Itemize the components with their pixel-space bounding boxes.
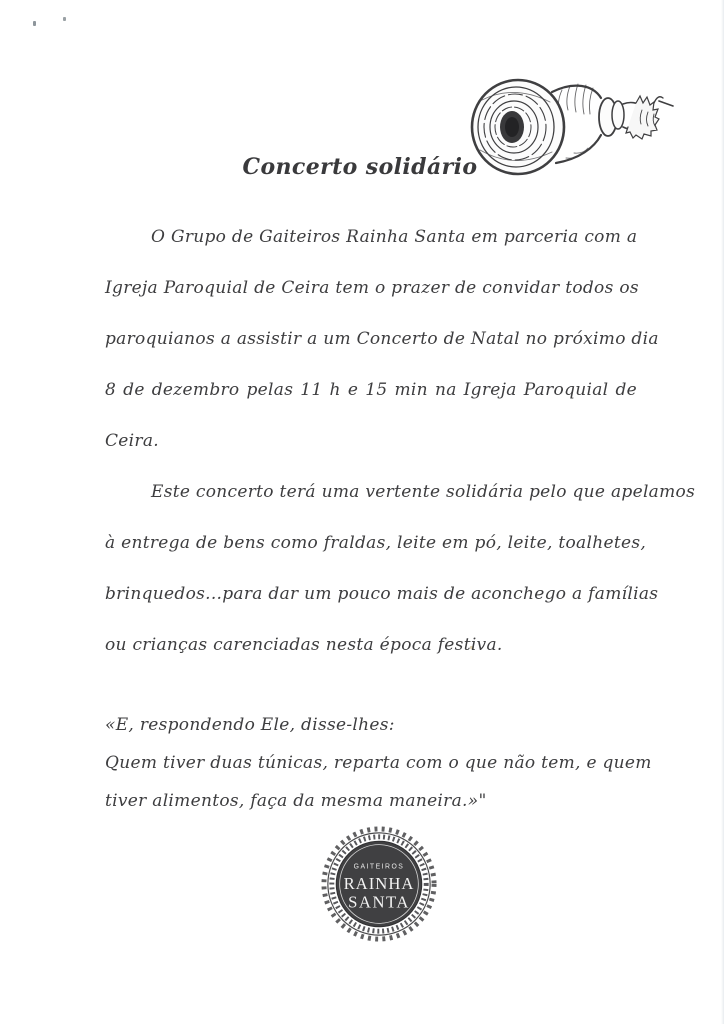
paragraph-line: Este concerto terá uma vertente solidária pelo que apelamos: [151, 482, 696, 502]
scan-speck: [33, 21, 36, 26]
scan-speck: [63, 17, 66, 21]
quote-line: tiver alimentos, faça da mesma maneira.»": [105, 791, 487, 811]
paragraph-line: à entrega de bens como fraldas, leite em pó, leite, toalhetes,: [105, 533, 647, 553]
paragraph-line: O Grupo de Gaiteiros Rainha Santa em parceria com a: [151, 227, 638, 247]
quote-line: «E, respondendo Ele, disse-lhes:: [105, 715, 395, 735]
letter-body: [105, 212, 696, 671]
paragraph-line: Ceira.: [105, 431, 159, 451]
paragraph-line: Igreja Paroquial de Ceira tem o prazer de convidar todos os: [105, 278, 639, 298]
seal-top-text: GAITEIROS: [353, 863, 405, 871]
paragraph-line: brinquedos...para dar um pouco mais de aconchego a famílias: [105, 584, 659, 604]
bible-quote: [105, 706, 653, 820]
rainha-santa-seal: [320, 824, 438, 944]
page-title: Concerto solidário: [242, 153, 478, 180]
paragraph-line: ou crianças carenciadas nesta época festiva.: [105, 635, 503, 655]
seal-name-line2: SANTA: [348, 892, 410, 912]
paragraph-line: paroquianos a assistir a um Concerto de Natal no próximo dia: [105, 329, 659, 349]
seal-name-line1: RAINHA: [343, 873, 415, 893]
quote-line: Quem tiver duas túnicas, reparta com o que não tem, e quem: [105, 753, 652, 773]
paragraph-line: 8 de dezembro pelas 11 h e 15 min na Igreja Paroquial de: [105, 380, 637, 400]
